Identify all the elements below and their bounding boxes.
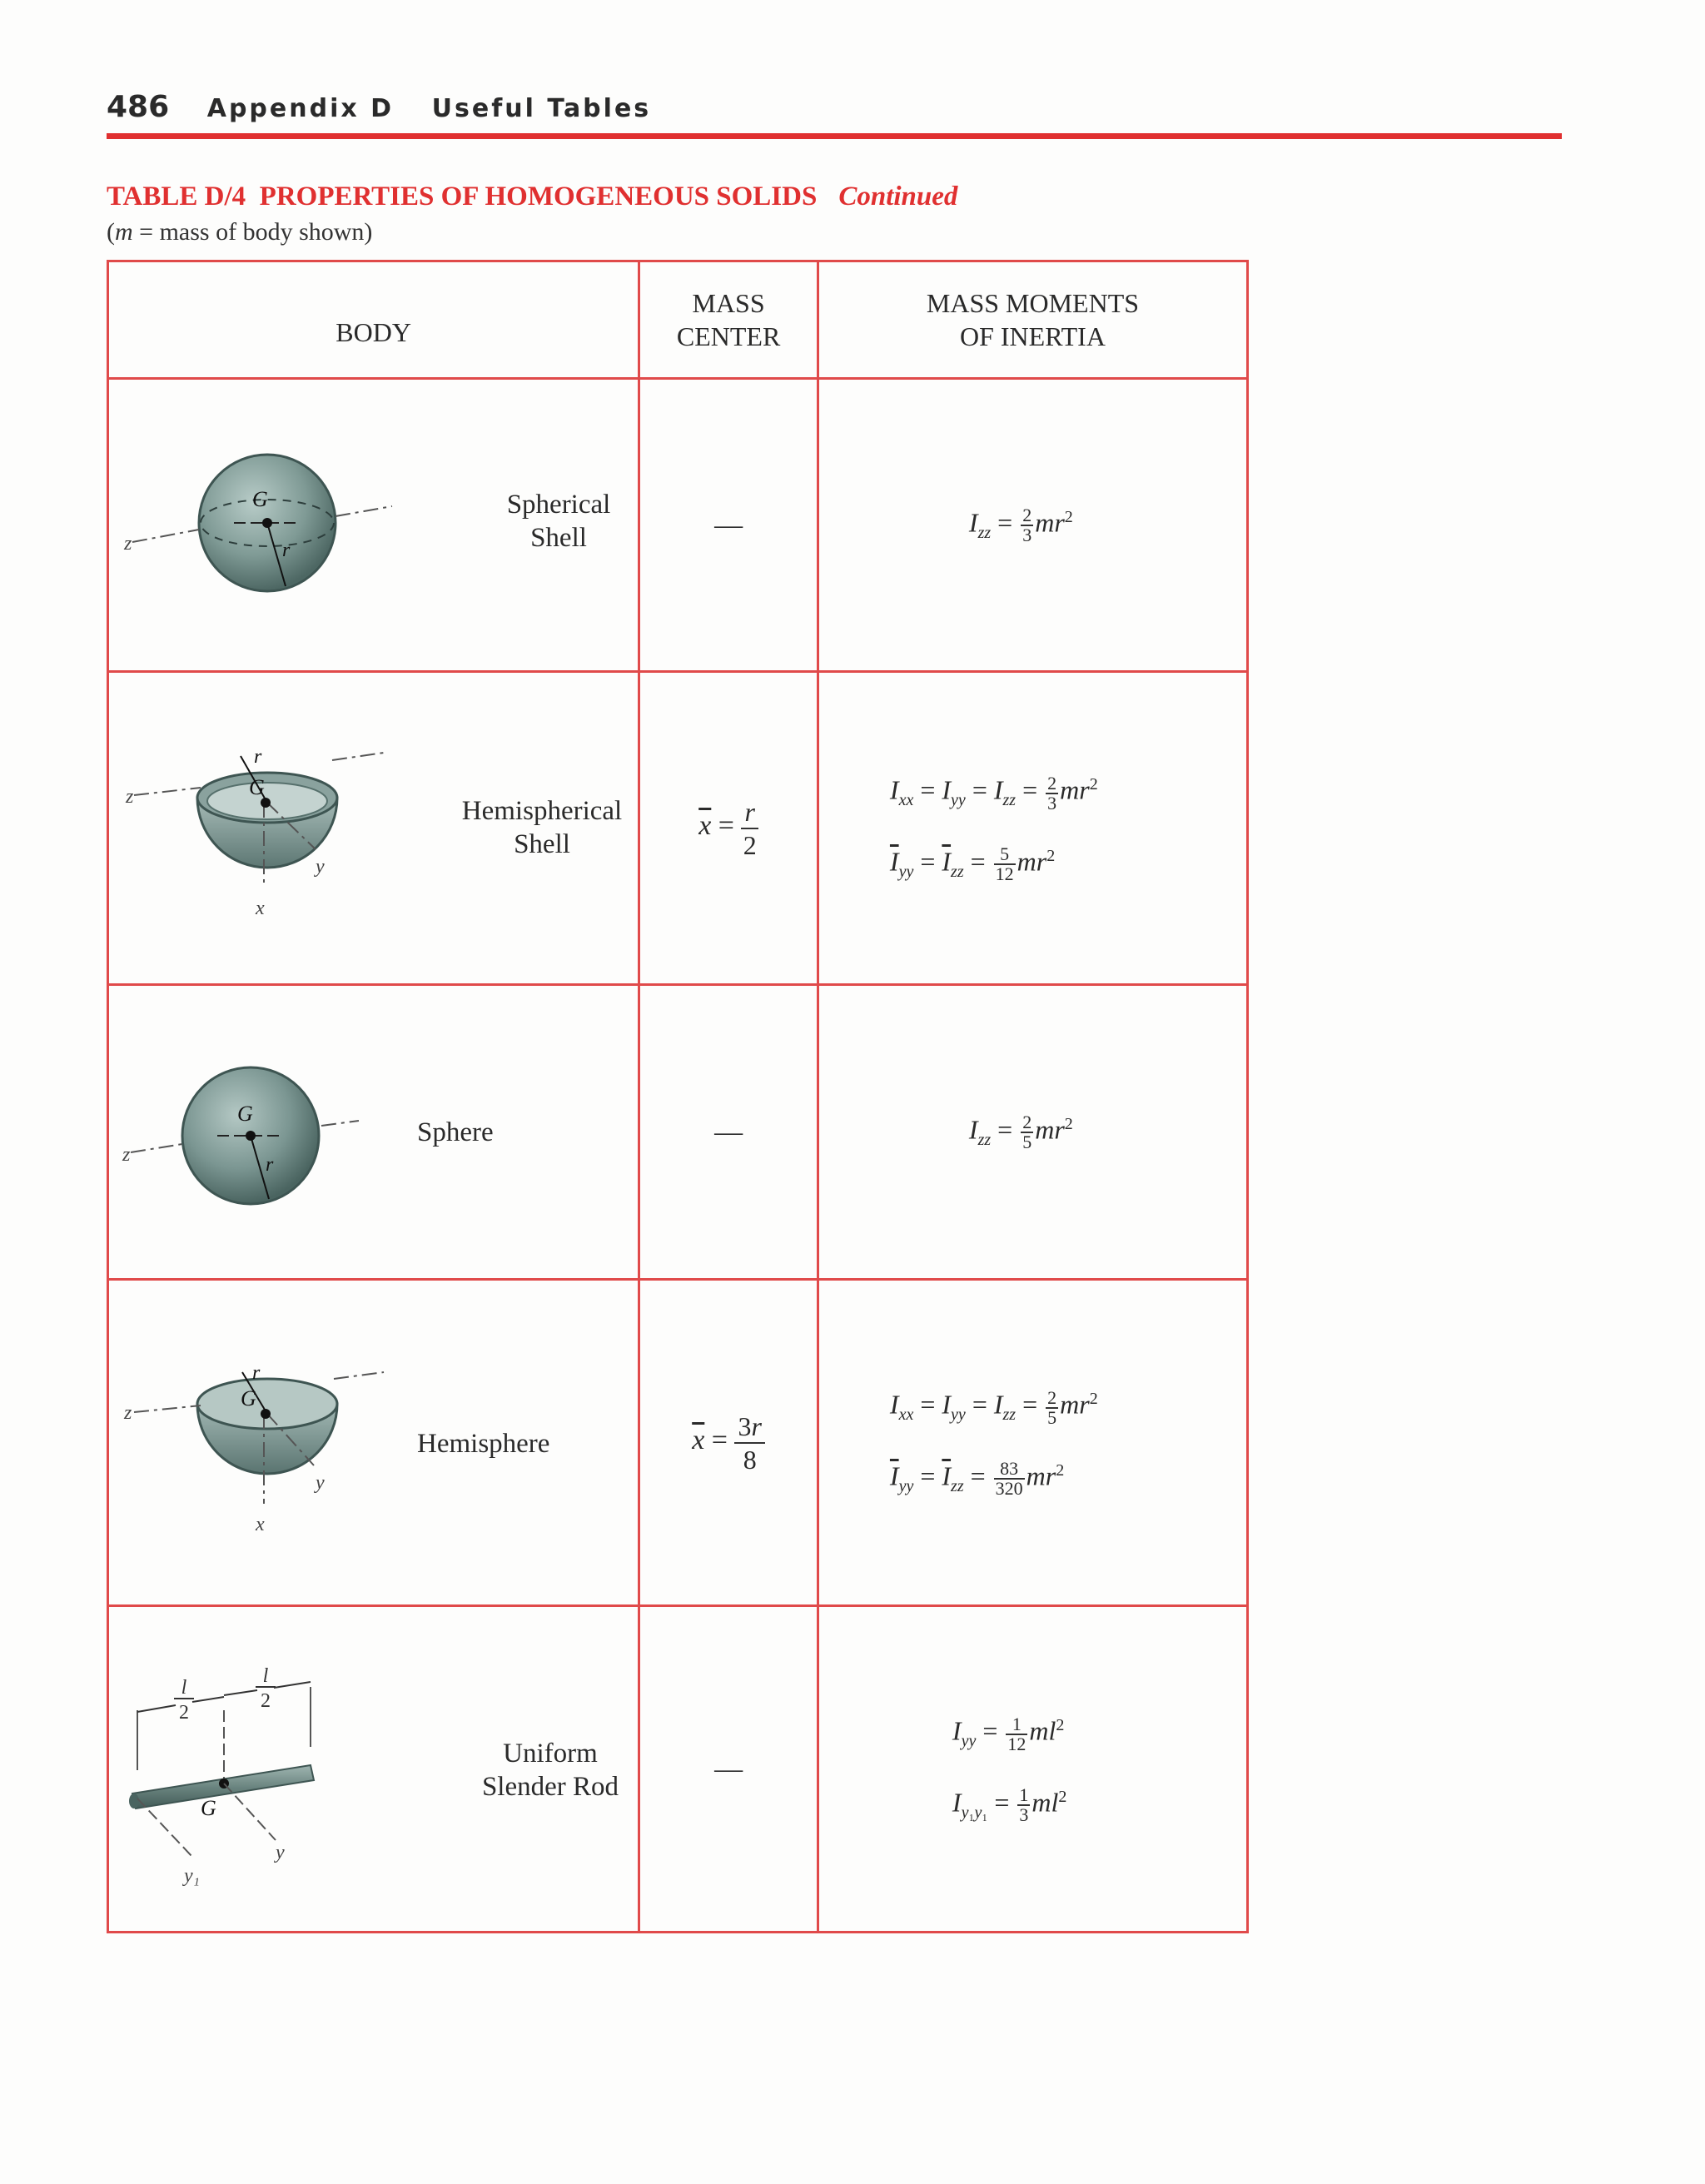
svg-text:y₁: y₁ bbox=[184, 1865, 200, 1887]
table-row bbox=[108, 985, 1248, 1280]
table-row bbox=[108, 672, 1248, 985]
svg-text:y: y bbox=[316, 1472, 325, 1494]
body-cell-slender-rod bbox=[108, 1606, 639, 1933]
body-name: Spherical Shell bbox=[506, 490, 611, 553]
moment-formula: $I_{xx} = I_{yy} = I_{zz}$ = $\frac{2}{3}$ $mr^2$ $\overline{I}_{yy} = \overline{I}_{zz}$ = $\frac{5}{12}$ $mr^2$ bbox=[889, 772, 1098, 884]
mass-center-cell bbox=[639, 672, 818, 985]
svg-text:x: x bbox=[256, 898, 265, 919]
table-title bbox=[107, 182, 957, 212]
body-name: Sphere bbox=[417, 1117, 494, 1147]
mass-center-cell: — bbox=[639, 379, 818, 672]
svg-text:r: r bbox=[252, 1362, 261, 1384]
mass-center-cell bbox=[639, 1280, 818, 1606]
col-header-mass-center: MASS CENTER bbox=[639, 261, 818, 379]
svg-text:y: y bbox=[316, 856, 325, 878]
moment-formula: $I_{zz}$ = $\frac{2}{3}$ $mr^2$ bbox=[968, 505, 1073, 546]
running-header bbox=[107, 90, 651, 124]
body-cell-spherical-shell bbox=[108, 379, 639, 672]
mass-var: m bbox=[115, 218, 133, 246]
svg-text:r: r bbox=[254, 746, 262, 768]
table-row bbox=[108, 379, 1248, 672]
body-name: Hemispherical Shell bbox=[461, 796, 623, 859]
mass-note: (m = mass of body shown) bbox=[107, 218, 373, 246]
sphere-figure bbox=[109, 986, 642, 1281]
svg-text:l: l bbox=[262, 1665, 269, 1687]
svg-text:G: G bbox=[249, 775, 265, 799]
svg-text:G: G bbox=[237, 1102, 253, 1126]
moments-cell bbox=[818, 1606, 1247, 1933]
svg-text:x: x bbox=[256, 1514, 265, 1535]
properties-table bbox=[107, 260, 1249, 1933]
moment-formula: $I_{yy}$ = $\frac{1}{12}$ $ml^2$ $I_{y_1y_1}$ = $\frac{1}{3}$ $ml^2$ bbox=[952, 1713, 1067, 1825]
svg-text:2: 2 bbox=[261, 1690, 271, 1712]
label-G: G bbox=[252, 487, 268, 511]
mass-center-cell: — bbox=[639, 1606, 818, 1933]
body-cell-sphere bbox=[108, 985, 639, 1280]
table-title-continued: Continued bbox=[838, 182, 958, 211]
moments-cell bbox=[818, 379, 1247, 672]
mass-center-cell: — bbox=[639, 985, 818, 1280]
svg-text:y: y bbox=[276, 1842, 285, 1863]
table-row bbox=[108, 1606, 1248, 1933]
svg-text:G: G bbox=[201, 1796, 216, 1820]
svg-text:l: l bbox=[181, 1677, 187, 1699]
moments-cell bbox=[818, 1280, 1247, 1606]
body-cell-hemispherical-shell bbox=[108, 672, 639, 985]
table-row bbox=[108, 1280, 1248, 1606]
label-r: r bbox=[282, 540, 291, 561]
moments-cell bbox=[818, 672, 1247, 985]
svg-text:z: z bbox=[122, 1144, 131, 1166]
moment-formula: $I_{zz}$ = $\frac{2}{5}$ $mr^2$ bbox=[968, 1112, 1073, 1153]
section-label: Appendix D bbox=[206, 94, 395, 123]
svg-text:z: z bbox=[124, 1402, 132, 1424]
svg-text:z: z bbox=[126, 786, 134, 808]
body-name: Hemisphere bbox=[417, 1429, 550, 1459]
svg-text:r: r bbox=[266, 1154, 274, 1176]
page-number: 486 bbox=[107, 90, 170, 124]
table-header-row bbox=[108, 261, 1248, 379]
body-name: Uniform Slender Rod bbox=[481, 1739, 619, 1802]
svg-text:2: 2 bbox=[179, 1702, 189, 1724]
body-cell-hemisphere bbox=[108, 1280, 639, 1606]
mass-center-formula: $\overline{x}$ = $\frac{3r}{8}$ bbox=[692, 1425, 765, 1455]
moments-cell bbox=[818, 985, 1247, 1280]
label-z: z bbox=[124, 533, 132, 555]
moment-formula: $I_{xx} = I_{yy} = I_{zz}$ = $\frac{2}{5}$ $mr^2$ $\overline{I}_{yy} = \overline{I}_{zz}$ = $\frac{83}{320}$ $mr^2$ bbox=[889, 1386, 1098, 1499]
section-subtitle: Useful Tables bbox=[431, 94, 652, 123]
header-rule bbox=[107, 133, 1562, 139]
svg-text:G: G bbox=[241, 1386, 256, 1410]
col-header-moments: MASS MOMENTS OF INERTIA bbox=[818, 261, 1247, 379]
col-header-body: BODY bbox=[108, 261, 639, 379]
table-title-main: TABLE D/4 PROPERTIES OF HOMOGENEOUS SOLIDS bbox=[107, 182, 818, 211]
mass-center-formula: $\overline{x}$ = $\frac{r}{2}$ bbox=[698, 810, 758, 841]
